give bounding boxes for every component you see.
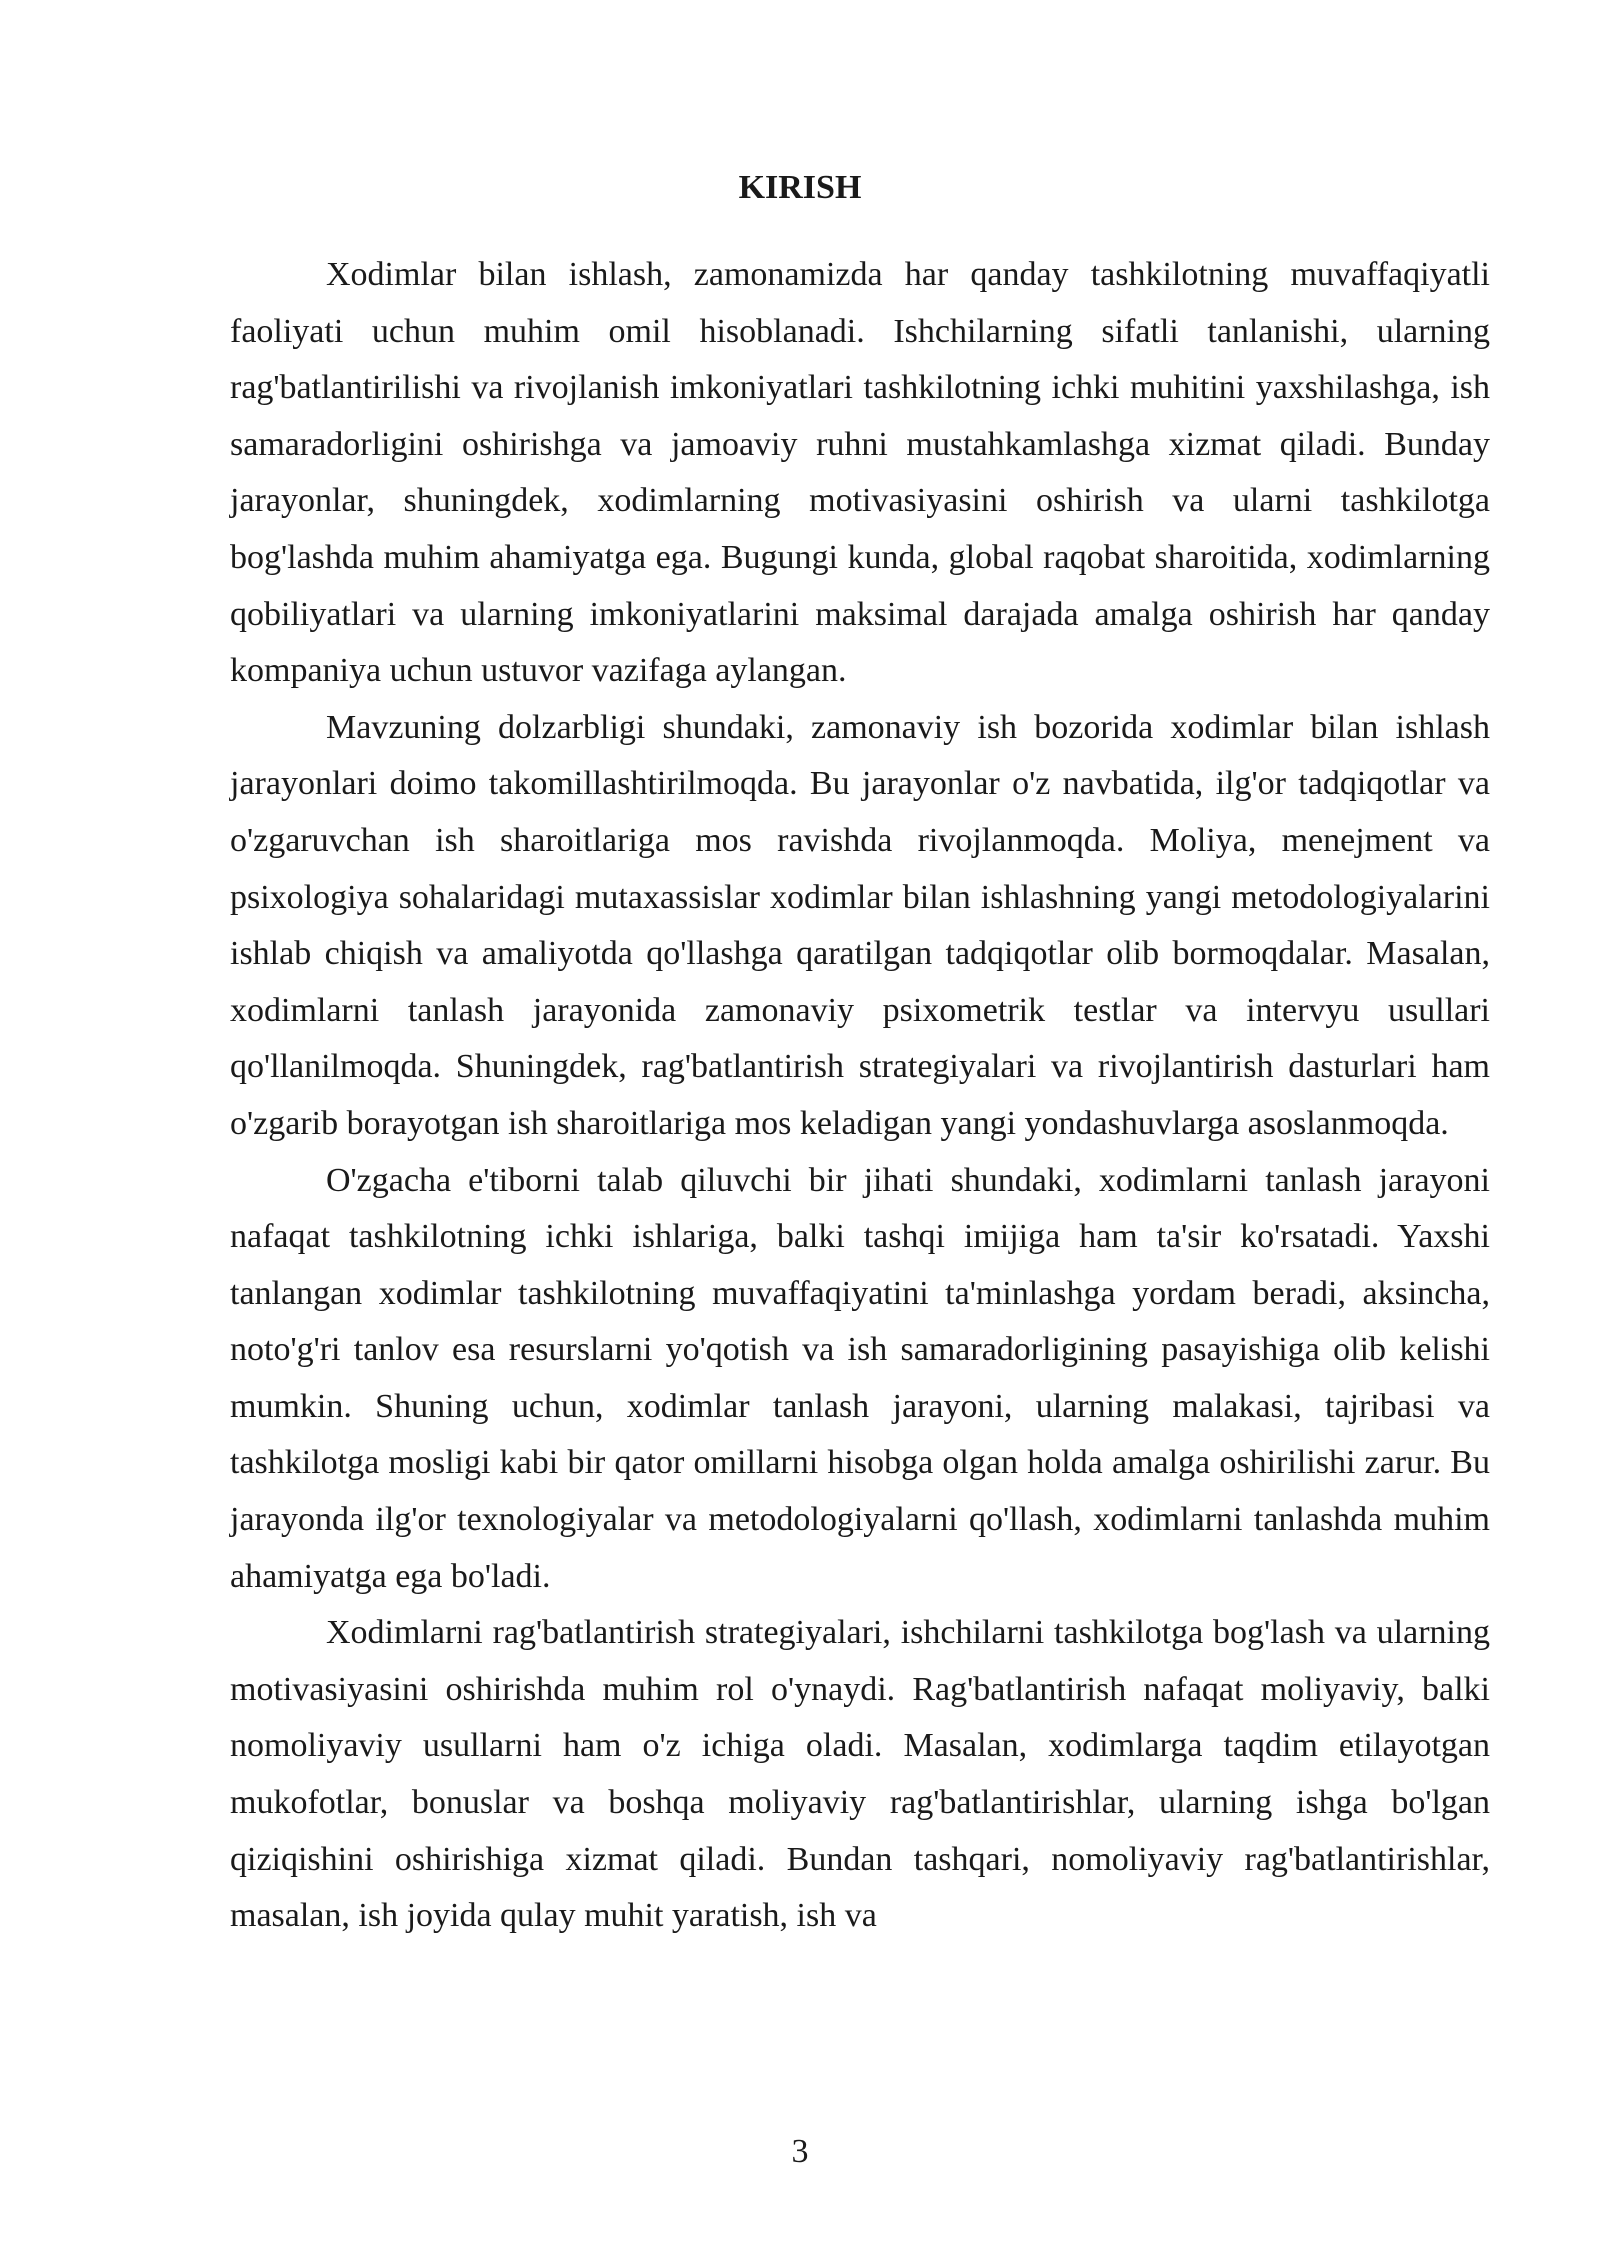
body-text bbox=[230, 247, 1490, 1945]
paragraph-1: Xodimlar bilan ishlash, zamonamizda har qanday tashkilotning muvaffaqiyatli faoliyati uchun muhim omil hisoblanadi. Ishchilarning sifatli tanlanishi, ularning rag'batlantirilishi va rivojlanish imkoniyatlari tashkilotning ichki muhitini yaxshilashga, ish samaradorligini oshirishga va jamoaviy ruhni mustahkamlashga xizmat qiladi. Bunday jarayonlar, shuningdek, xodimlarning motivasiyasini oshirish va ularni tashkilotga bog'lashda muhim ahamiyatga ega. Bugungi kunda, global raqobat sharoitida, xodimlarning qobiliyatlari va ularning imkoniyatlarini maksimal darajada amalga oshirish har qanday kompaniya uchun ustuvor vazifaga aylangan. bbox=[230, 256, 1490, 690]
paragraph-3: O'zgacha e'tiborni talab qiluvchi bir jihati shundaki, xodimlarni tanlash jarayoni nafaqat tashkilotning ichki ishlariga, balki tashqi imijiga ham ta'sir ko'rsatadi. Yaxshi tanlangan xodimlar tashkilotning muvaffaqiyatini ta'minlashga yordam beradi, aksincha, noto'g'ri tanlov esa resurslarni yo'qotish va ish samaradorligining pasayishiga olib kelishi mumkin. Shuning uchun, xodimlar tanlash jarayoni, ularning malakasi, tajribasi va tashkilotga mosligi kabi bir qator omillarni hisobga olgan holda amalga oshirilishi zarur. Bu jarayonda ilg'or texnologiyalar va metodologiyalarni qo'llash, xodimlarni tanlashda muhim ahamiyatga ega bo'ladi. bbox=[230, 1161, 1490, 1595]
paragraph-2: Mavzuning dolzarbligi shundaki, zamonaviy ish bozorida xodimlar bilan ishlash jarayonlari doimo takomillashtirilmoqda. Bu jarayonlar o'z navbatida, ilg'or tadqiqotlar va o'zgaruvchan ish sharoitlariga mos ravishda rivojlanmoqda. Moliya, menejment va psixologiya sohalaridagi mutaxassislar xodimlar bilan ishlashning yangi metodologiyalarini ishlab chiqish va amaliyotda qo'llashga qaratilgan tadqiqotlar olib bormoqdalar. Masalan, xodimlarni tanlash jarayonida zamonaviy psixometrik testlar va intervyu usullari qo'llanilmoqda. Shuningdek, rag'batlantirish strategiyalari va rivojlantirish dasturlari ham o'zgarib borayotgan ish sharoitlariga mos keladigan yangi yondashuvlarga asoslanmoqda. bbox=[230, 708, 1490, 1142]
paragraph-4: Xodimlarni rag'batlantirish strategiyalari, ishchilarni tashkilotga bog'lash va ularning motivasiyasini oshirishda muhim rol o'ynaydi. Rag'batlantirish nafaqat moliyaviy, balki nomoliyaviy usullarni ham o'z ichiga oladi. Masalan, xodimlarga taqdim etilayotgan mukofotlar, bonuslar va boshqa moliyaviy rag'batlantirishlar, ularning ishga bo'lgan qiziqishini oshirishiga xizmat qiladi. Bundan tashqari, nomoliyaviy rag'batlantirishlar, masalan, ish joyida qulay muhit yaratish, ish va bbox=[230, 1614, 1490, 1935]
page-heading: KIRISH bbox=[738, 169, 862, 206]
page-number: 3 bbox=[791, 2133, 809, 2170]
